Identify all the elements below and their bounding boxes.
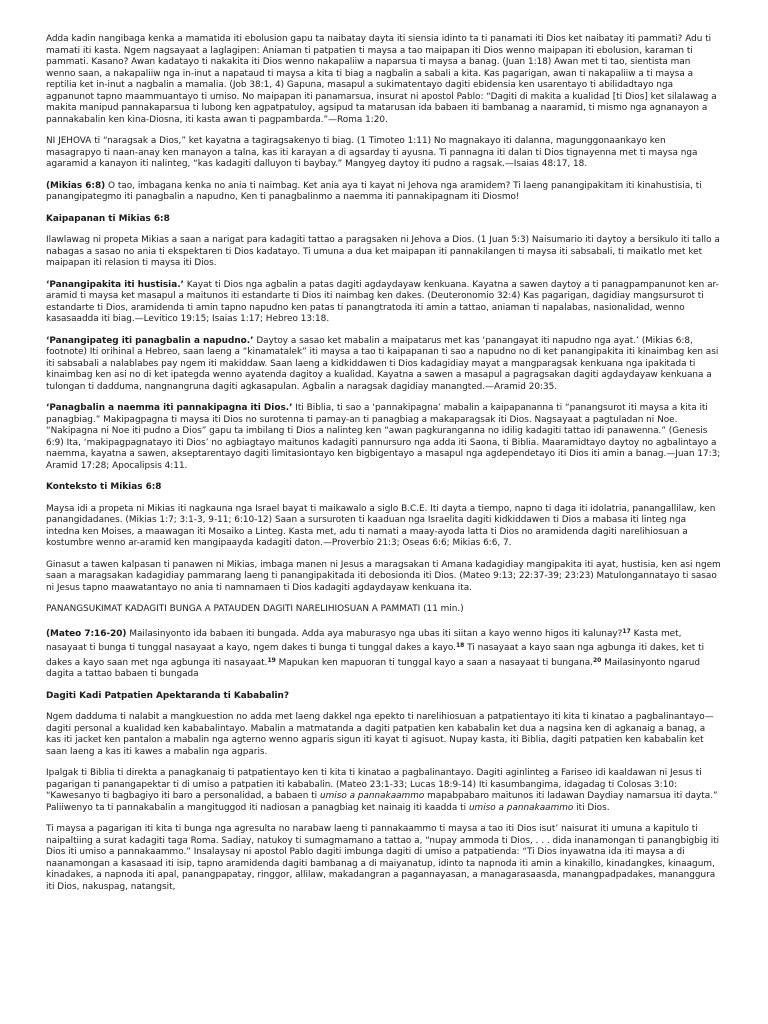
loyalty-paragraph [46,336,722,394]
romans-paragraph: Ti maysa a pagarigan iti kita ti bunga nga agresulta no narabaw laeng ti pannakaammo ti maysa a tao iti Dios isut’ naisurat iti umuna a kapitulo ti naipaltiing a surat kadagiti taga Roma. Sadiay, natukoy ti sumagmamano a tattao a, “nupay ammoda ti Dios, . . . dida inanamongan ti panangbigbig iti Dios iti umiso a pannakaammo.” Insalaysay ni apostol Pablo dagiti imbunga dagiti di umiso a patpatienda: “Ti Dios inyawatna ida iti maysa a di naanamongan a kasasaad iti isip, tapno aramidenda dagiti bambanag a di maiyanatup, idinto ta napnoda iti amin a kinakillo, kinadangkes, kinaagum, kinadakes, a napnoda iti apal, panangpapatay, ringgor, allilaw, makadangran a pagannayasan, a managarasaasda, manangpadpadakes, mananggura iti Dios, nakuspag, natangsit, [46,824,720,892]
matthew-text-19: Mapukan ken mapuoran ti tunggal kayo a saan a nasayaat ti bungana. [275,657,593,668]
intro-paragraph: Adda kadin nangibaga kenka a mamatida iti ebolusion gapu ta naibatay dayta iti siensia idinto ta ti panamati iti Dios ket naibatay iti pammati? Adu ti mamati iti kasta. Ngem nagsayaat a laglagipen: Aniaman ti patpatien ti maysa a tao maipapan iti Dios wenno maipapan iti ebolusion, karaman ti pammati. Kasano? Awan kadatayo ti nakakita iti Dios wenno nakapaliiw a naparsua ti maysa a banag. (Juan 1:18) Awan met ti tao, sientista man wenno saan, a nakapaliiw nga in-inut a napataud ti maysa a kita ti biag a nagbalin a sabali a kita. Kas pagarigan, awan ti nakapaliiw a ti maysa a reptilia ket in-inut a nagbalin a mamalia. (Job 38:1, 4) Gapuna, masapul a sukimatentayo dagiti ebidensia ken usarentayo ti abilidadtayo nga agpanunot tapno maammuantayo ti umiso. No maipapan iti panamarsua, insurat ni apostol Pablo: “Dagiti di makita a kualidad [ti Dios] ket silalawag a makita manipud pannakaparsua ti lubong ken agpatpatuloy, agsipud ta matarusan ida babaen iti bambanag a naaramid, ti mismo nga agnanayon a pannakabalin ken kina-Diosna, iti kasta awan ti pagpambarda.”—Roma 1:20. [46,34,717,125]
modesty-text: Iti Biblia, ti sao a ‘pannakipagna’ mabalin a kaipapananna ti “panangsurot iti maysa a kita iti panagbiag.” Makipagpagna ti maysa iti Dios no surotenna ti pamay-an ti panagbiag a makaparagsak iti Dios. Nagsayaat a pagtuladan ni Noe. “Nakipagna ni Noe iti pudno a Dios” gapu ta imbilang ti Dios a nalinteg ken “awan pagkuranganna no idilig kadagiti tattao idi panawenna.” (Genesis 6:9) Ita, ‘makipagpagnatayo iti Dios’ no agbiagtayo maitunos kadagiti pannursuro nga adda iti Saona, ti Biblia. Maaramidtayo daytoy no agbalintayo a naemma, kayatna a sawen, akseptarentayo dagiti limitasiontayo ken bigbigentayo a masapul nga agdependetayo iti Dios iti amin a banag.—Juan 17:3; Aramid 17:28; Apocalipsis 4:11. [46,403,721,471]
verse-number-17: 17 [622,627,631,635]
verse-number-18: 18 [456,642,465,649]
verse-reference: (Mikias 6:8) [46,180,106,191]
bible-link-text-c: iti Dios. [573,802,610,813]
matthew-reference: (Mateo 7:16-20) [46,628,127,639]
bible-link-italic-1: umiso a pannakaammo [319,791,425,801]
bible-link-italic-2: umiso a pannakaammo [468,802,574,813]
jehovah-paragraph: NI JEHOVA ti “naragsak a Dios,” ket kayatna a tagiragsakenyo ti biag. (1 Timoteo 1:11) No magnakayo iti dalanna, magunggonaankayo ken masagrapyo ti naan-anay ken manayon a talna, kas iti karayan a di agsarday ti ayusna. Ti pannagna iti dalan ti Dios tignayenna met ti maysa nga agaramid a kanayon iti nalinteg, “kas kadagiti dalluyon ti baybay.” Mangyeg daytoy iti pudno a ragsak.—Isaias 48:17, 18. [46,136,698,169]
verse-number-20: 20 [592,656,602,664]
heading-meaning: Kaipapanan ti Mikias 6:8 [46,213,170,224]
matthew-text-16: Mailasinyonto ida babaen iti bungada. Adda aya maburasyo nga ubas iti siitan a kayo wenno higos iti kalunay? [126,628,623,639]
section-title: PANANGSUKIMAT KADAGITI BUNGA A PATAUDEN DAGITI NARELIHIOSUAN A PAMMATI (11 min.) [46,604,464,614]
heading-context: Konteksto ti Mikias 6:8 [46,482,162,492]
modesty-paragraph [46,403,722,472]
modesty-lead: ‘Panagbalin a naemma iti pannakipagna iti Dios.’ [46,403,293,413]
justice-paragraph [46,280,722,326]
beliefs-paragraph: Ngem dadduma ti nalabit a mangkuestion no adda met laeng dakkel nga epekto ti narelihiosuan a patpatientayo iti kita ti kinatao a pagbalinantayo—dagiti personal a kualidad ken kababalintayo. Mabalin a matmatanda a dagiti patpatien ken kababalin ket dua a nagsina ken di agkanaig a banag, a kas iti jacket ken pantalon a mabalin nga agterno wenno agparis sigun iti kayat ti agisuot. Nupay kasta, iti Biblia, dagiti patpatien ken kababalin ket saan laeng a kas iti kawes a mabalin nga agparis. [46,712,714,757]
matthew-text-17: Kasta met, nasayaat ti bunga ti tunggal nasayaat a kayo, ngem dakes ti bunga ti tunggal dakes a kayo. [46,628,682,653]
bible-link-paragraph [46,768,722,814]
matthew-text-18: Ti nasayaat a kayo saan nga agbunga iti dakes, ket ti dakes a kayo saan met nga agbunga iti nasayaat. [46,643,705,668]
micah-verse-paragraph [46,181,722,204]
heading-beliefs: Dagiti Kadi Patpatien Apektaranda ti Kababalin? [46,690,289,701]
jesus-paragraph: Ginasut a tawen kalpasan ti panawen ni Mikias, imbaga manen ni Jesus a maragsakan ti Amana kadagidiay mangipakita iti ayat, hustisia, ken asi ngem saan a maragsakan kadagidiay pammarang laeng ti panangipakitada iti debosionda iti Dios. (Mateo 9:13; 22:37-39; 23:23) Matulongannatayo ti sasao ni Jesus tapno maawatantayo no ania ti namnamaen ti Dios kadagiti agdaydayaw kenkuana ita. [46,559,721,593]
loyalty-text: Daytoy a sasao ket mabalin a maipatarus met kas ‘panangayat iti napudno nga ayat.’ (Mikias 6:8, footnote) Iti orihinal a Hebreo, saan laeng a “kinamatalek” iti maysa a tao ti kaipapanan ti sao a napudno no di ket panangipakita iti kinaimbag ken asi iti sabsabali a nalablabes pay ngem iti makiddaw. Saan laeng a kidkiddawen ti Dios kadagidiay mayat a mangparagsak kenkuana nga ipakitada ti kinaimbag ken asi no di ket ipategda wenno ayatenda dagitoy a kualidad. Kayatna a sawen a masapul a pagragsakan dagiti agdaydayaw kenkuana a tulongan ti dadduma, nangnangruna dagiti agkasapulan. Agbalin a naragsak dagidiay manangted.—Aramid 20:35. [46,335,719,392]
verse-text: O tao, imbagana kenka no ania ti naimbag. Ket ania aya ti kayat ni Jehova nga aramidem? Ti laeng panangipakitam iti kinahustisia, ti panangipategmo iti panagbalin a napudno, Ken ti panagbalinmo a naemma iti pannakipagnam iti Diosmo! [46,180,702,202]
justice-text: Kayat ti Dios nga agbalin a patas dagiti agdaydayaw kenkuana. Kayatna a sawen daytoy a ti panagpampanunot ken ar-aramid ti maysa ket masapul a maitunos iti estandarte ti Dios iti naimbag ken dakes. (Deuteronomio 32:4) Kas pagarigan, dagidiay mangsursurot ti estandarte ti Dios, aramidenda ti amin tapno napudno ken patas ti panangtratoda iti amin a tattao, aniaman ti napalabas, nasionalidad, wenno kasasaadda iti biag.—Levitico 19:15; Isaias 1:17; Hebreo 13:18. [46,279,719,324]
verse-number-19: 19 [267,656,276,664]
context-paragraph: Maysa idi a propeta ni Mikias iti nagkauna nga Israel bayat ti maikawalo a siglo B.C.E. Iti dayta a tiempo, napno ti daga iti idolatria, panangallilaw, ken panangidadanes. (Mikias 1:7; 3:1-3, 9-11; 6:10-12) Saan a sursuroten ti kaaduan nga Israelita dagiti kidkiddawen ti Dios a mabasa iti linteg nga intedna ken Moises, a maawagan iti Mosaiko a Linteg. Kasta met, adu ti namati a maay-ayoda latta ti Dios no aramidenda dagiti narelihiosuan a kostumbre wenno ar-aramid ken mangipaayda kadagiti daton.—Proverbio 21:3; Oseas 6:6; Mikias 6:6, 7. [46,503,716,548]
justice-lead: ‘Panangipakita iti hustisia.’ [46,279,184,290]
explanation-paragraph: Ilawlawag ni propeta Mikias a saan a narigat para kadagiti tattao a paragsaken ni Jehova a Dios. (1 Juan 5:3) Naisumario iti daytoy a bersikulo iti tallo a nabagas a sasao no ania ti ekspektaren ti Dios kadatayo. Ti umuna a dua ket maipapan iti pannakilangen ti maysa iti sabsabali, ti maikatlo met ket maipapan iti relasion ti maysa iti Dios. [46,235,720,268]
bible-link-text-b: mapabpabaro maitunos iti ladawan Daydiay namarsua iti dayta.” Paliiwenyo ta ti pannakabalin a mangituggod iti nadiosan a panagbiag ket nainaig iti kaadda ti [46,791,718,813]
matthew-text-20: Mailasinyonto ngarud dagita a tattao babaen ti bungada [46,657,700,679]
bible-link-text-a: Ipalgak ti Biblia ti direkta a panagkanaig ti patpatientayo ken ti kita ti kinatao a pagbalinantayo. Dagiti aginlinteg a Fariseo idi kaaldawan ni Jesus ti pagarigan ti panangapektar ti di umiso a patpatien iti kababalin. (Mateo 23:1-33; Lucas 18:9-14) Iti kasumbangima, idagadag ti Colosas 3:10: “Kawesanyo ti bagbagiyo iti baro a personalidad, a babaen ti [46,768,702,801]
matthew-verse-paragraph [46,626,722,681]
loyalty-lead: ‘Panangipateg iti panagbalin a napudno.’ [46,335,254,346]
